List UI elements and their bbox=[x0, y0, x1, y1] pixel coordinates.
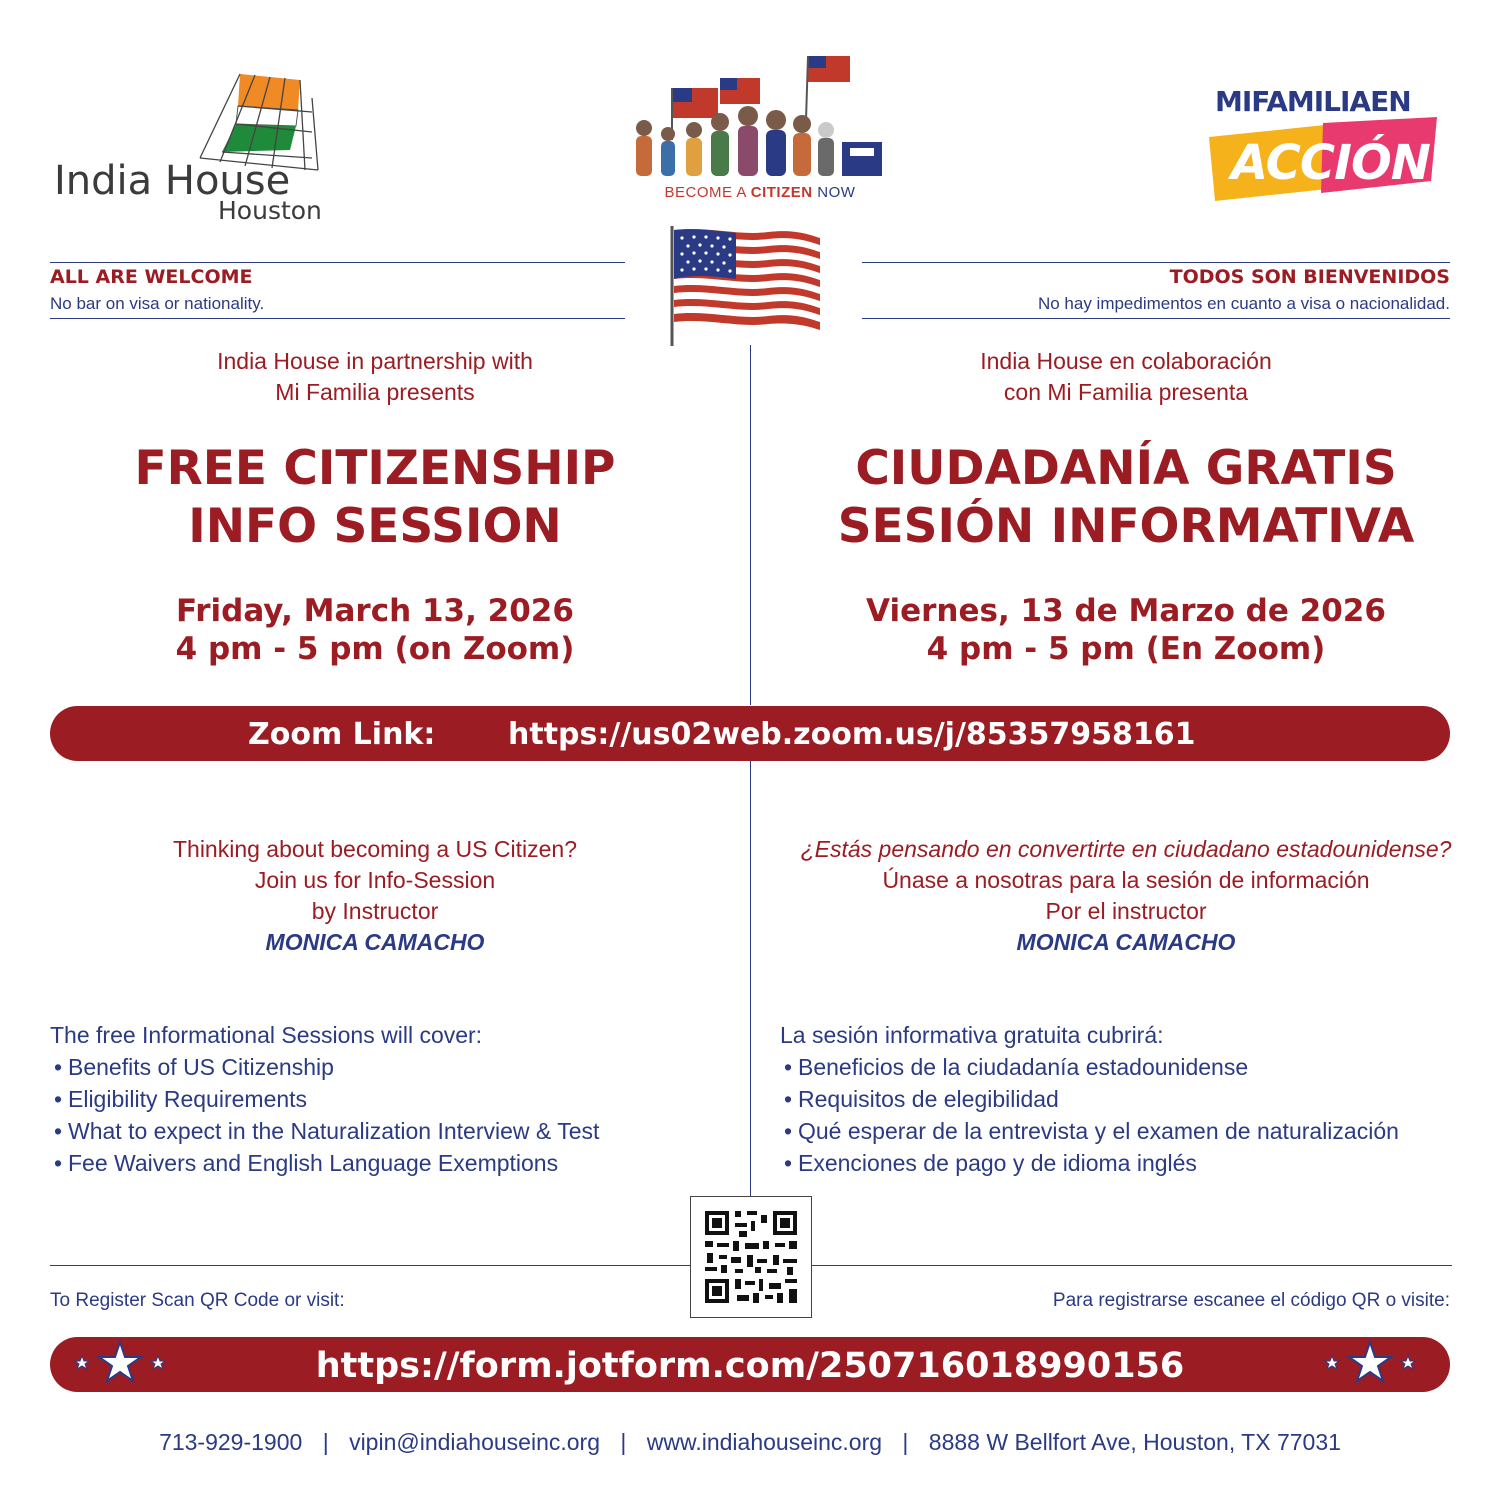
event-date-es: Viernes, 13 de Marzo de 2026 bbox=[866, 593, 1386, 629]
zoom-link-url[interactable]: https://us02web.zoom.us/j/85357958161 bbox=[508, 717, 1196, 752]
citizen-caption bbox=[620, 184, 900, 201]
intro-es-line-1: ¿Estás pensando en convertirte en ciudadano estadounidense? bbox=[800, 836, 1452, 862]
coverage-en-item: • Fee Waivers and English Language Exemptions bbox=[50, 1147, 740, 1179]
caption-now: NOW bbox=[817, 184, 856, 201]
coverage-es-item: • Requisitos de elegibilidad bbox=[780, 1083, 1480, 1115]
citizen-illustration bbox=[620, 50, 900, 210]
footer-contact bbox=[0, 1429, 1500, 1456]
presents-en-line-1: India House in partnership with bbox=[217, 348, 533, 374]
coverage-en-item: • Benefits of US Citizenship bbox=[50, 1051, 740, 1083]
event-title-en bbox=[50, 440, 700, 556]
intro-en-line-3: by Instructor bbox=[311, 898, 439, 924]
event-date-en: Friday, March 13, 2026 bbox=[176, 593, 574, 629]
presents-es-line-1: India House en colaboración bbox=[980, 348, 1272, 374]
coverage-es-intro: La sesión informativa gratuita cubrirá: bbox=[780, 1022, 1164, 1048]
event-datetime-es bbox=[790, 592, 1462, 668]
qr-code-icon bbox=[691, 1197, 811, 1317]
welcome-es-subtitle: No hay impedimentos en cuanto a visa o nacionalidad. bbox=[1037, 294, 1450, 313]
instructor-name-en: MONICA CAMACHO bbox=[265, 929, 485, 955]
coverage-es-item: • Exenciones de pago y de idioma inglés bbox=[780, 1147, 1480, 1179]
intro-es-line-3: Por el instructor bbox=[1045, 898, 1207, 924]
presents-es bbox=[826, 346, 1426, 408]
register-rule-left bbox=[50, 1265, 690, 1266]
footer-address: 8888 W Bellfort Ave, Houston, TX 77031 bbox=[928, 1429, 1341, 1455]
welcome-es-rule-bottom bbox=[862, 318, 1450, 319]
coverage-en-list bbox=[50, 1051, 740, 1179]
presents-en bbox=[75, 346, 675, 408]
caption-become: BECOME A bbox=[664, 184, 747, 201]
coverage-es-item: • Qué esperar de la entrevista y el examen de naturalización bbox=[780, 1115, 1480, 1147]
intro-en bbox=[75, 834, 675, 958]
stars-right-icon bbox=[1320, 1339, 1430, 1389]
mi-familia-logo bbox=[1205, 85, 1455, 210]
registration-url[interactable]: https://form.jotform.com/250716018990156 bbox=[315, 1346, 1185, 1386]
coverage-en bbox=[50, 1019, 740, 1179]
welcome-en-subtitle: No bar on visa or nationality. bbox=[50, 294, 265, 313]
event-title-es-line-2: SESIÓN INFORMATIVA bbox=[837, 499, 1415, 554]
mi-familia-logo-top: MIFAMILIAEN bbox=[1215, 85, 1411, 118]
us-flag bbox=[668, 226, 828, 346]
event-title-es-line-1: CIUDADANÍA GRATIS bbox=[855, 441, 1397, 496]
welcome-en-title: ALL ARE WELCOME bbox=[50, 266, 253, 288]
footer-email[interactable]: vipin@indiahouseinc.org bbox=[349, 1429, 601, 1455]
center-divider-bottom bbox=[750, 760, 751, 1200]
zoom-link-label: Zoom Link: bbox=[248, 717, 436, 752]
footer-phone[interactable]: 713-929-1900 bbox=[159, 1429, 303, 1455]
register-es-text: Para registrarse escanee el código QR o visite: bbox=[1052, 1290, 1450, 1311]
register-rule-right bbox=[812, 1265, 1452, 1266]
india-house-logo bbox=[50, 70, 340, 230]
center-divider-top bbox=[750, 345, 751, 705]
coverage-es-item: • Beneficios de la ciudadanía estadounidense bbox=[780, 1051, 1480, 1083]
india-house-logo-city: Houston bbox=[218, 196, 322, 225]
footer-separator: | bbox=[902, 1429, 909, 1455]
footer-separator: | bbox=[322, 1429, 329, 1455]
india-house-logo-name: India House bbox=[54, 158, 291, 204]
presents-en-line-2: Mi Familia presents bbox=[275, 379, 475, 405]
welcome-es-title: TODOS SON BIENVENIDOS bbox=[1169, 266, 1450, 288]
families-with-flags-icon bbox=[620, 50, 900, 180]
event-title-en-line-2: INFO SESSION bbox=[188, 499, 562, 554]
caption-citizen: CITIZEN bbox=[750, 184, 813, 201]
event-title-en-line-1: FREE CITIZENSHIP bbox=[134, 441, 616, 496]
intro-en-line-2: Join us for Info-Session bbox=[254, 867, 496, 893]
event-title-es bbox=[790, 440, 1462, 556]
presents-es-line-2: con Mi Familia presenta bbox=[1003, 379, 1249, 405]
coverage-en-intro: The free Informational Sessions will cover: bbox=[50, 1022, 483, 1048]
register-en-text: To Register Scan QR Code or visit: bbox=[50, 1290, 345, 1311]
welcome-es-rule-top bbox=[862, 262, 1450, 263]
event-time-es: 4 pm - 5 pm (En Zoom) bbox=[926, 631, 1326, 667]
intro-es bbox=[760, 834, 1492, 958]
coverage-en-item: • What to expect in the Naturalization Interview & Test bbox=[50, 1115, 740, 1147]
registration-qr-code[interactable] bbox=[690, 1196, 812, 1318]
coverage-es-list bbox=[780, 1051, 1480, 1179]
footer-separator: | bbox=[620, 1429, 627, 1455]
registration-link-banner bbox=[50, 1337, 1450, 1392]
event-datetime-en bbox=[50, 592, 700, 668]
welcome-en-rule-top bbox=[50, 262, 625, 263]
us-flag-icon bbox=[668, 226, 828, 346]
mi-familia-logo-bottom: ACCIÓN bbox=[1231, 135, 1430, 191]
coverage-es bbox=[780, 1019, 1480, 1179]
zoom-link-banner bbox=[50, 706, 1450, 761]
intro-es-line-2: Únase a nosotras para la sesión de información bbox=[882, 867, 1370, 893]
event-time-en: 4 pm - 5 pm (on Zoom) bbox=[175, 631, 575, 667]
welcome-en-rule-bottom bbox=[50, 318, 625, 319]
footer-website[interactable]: www.indiahouseinc.org bbox=[646, 1429, 883, 1455]
intro-en-line-1: Thinking about becoming a US Citizen? bbox=[172, 836, 577, 862]
coverage-en-item: • Eligibility Requirements bbox=[50, 1083, 740, 1115]
instructor-name-es: MONICA CAMACHO bbox=[1016, 929, 1236, 955]
